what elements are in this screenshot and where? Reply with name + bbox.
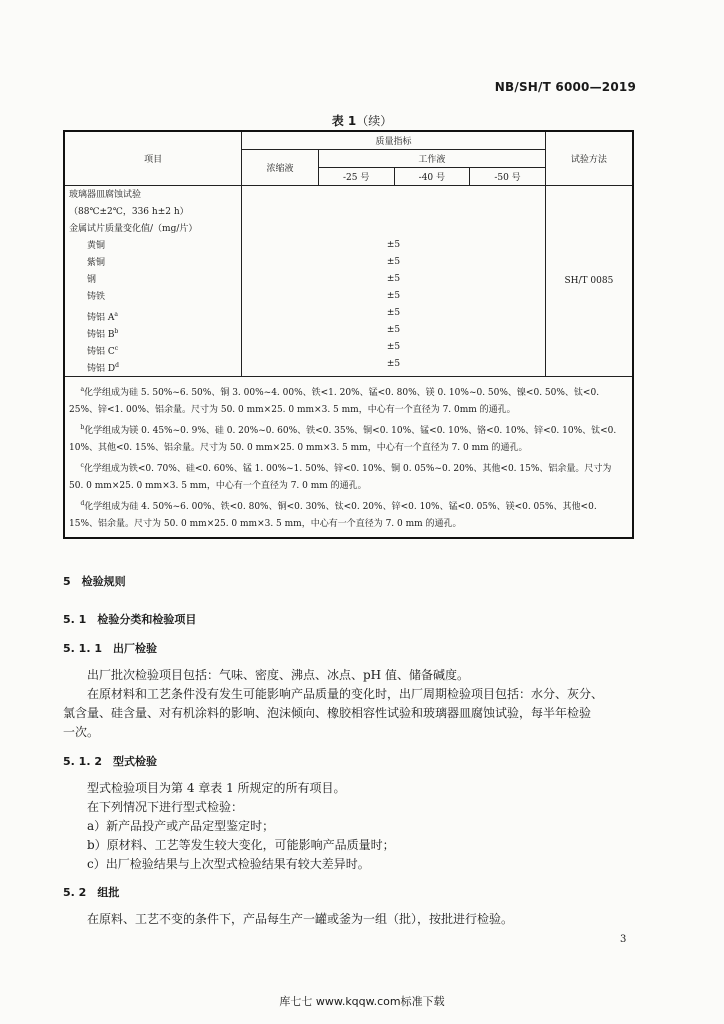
section-5-1-heading: 5. 1 检验分类和检验项目	[63, 613, 197, 626]
value: ±5	[386, 359, 401, 369]
value: ±5	[386, 257, 401, 267]
value: ±5	[386, 308, 401, 318]
section-5-1-1-heading: 5. 1. 1 出厂检验	[63, 642, 157, 655]
value: ±5	[386, 274, 401, 284]
footnote: $^d$化学组成为硅 4. 50%~6. 00%、铁<0. 80%、铜<0. 30%、钛<0. 20%、锌<0. 10%、锰<0. 05%、镁<0. 05%、其他<0. 15%、铝余量。尺寸为 50. 0 mm×25. 0 mm×3. 5 mm，中心有一个直径为 7. 0 mm 的通孔。	[69, 500, 597, 529]
download-watermark: 库七七 www.kqqw.com标准下载	[279, 995, 445, 1008]
footnote: $^c$化学组成为铁<0. 70%、硅<0. 60%、锰 1. 00%~1. 50%、锌<0. 10%、铜 0. 05%~0. 20%、其他<0. 15%、铝余量。尺寸为 50. 0 mm×25. 0 mm×3. 5 mm，中心有一个直径为 7. 0 mm 的通孔。	[69, 462, 612, 491]
header-grade-40: -40 号	[394, 168, 470, 186]
header-quality-index: 质量指标	[242, 131, 546, 150]
table-caption-continued: （续）	[356, 114, 393, 128]
value-cell	[242, 186, 546, 377]
list-item: c）出厂检验结果与上次型式检验结果有较大差异时。	[87, 857, 370, 871]
value: ±5	[386, 240, 401, 250]
header-concentrate: 浓缩液	[242, 150, 319, 186]
header-grade-50: -50 号	[470, 168, 546, 186]
test-method-value: SH/T 0085	[545, 186, 633, 377]
item-cell	[64, 186, 242, 377]
standard-code: NB/SH/T 6000—2019	[494, 80, 636, 94]
header-working-fluid: 工作液	[318, 150, 545, 168]
list-item: a）新产品投产或产品定型鉴定时；	[87, 819, 275, 833]
metal-label: 紫铜	[87, 258, 106, 268]
table-notes	[64, 377, 633, 539]
item-line: 金属试片质量变化值/（mg/片）	[69, 224, 198, 234]
table-caption-number: 表 1	[331, 114, 357, 128]
value: ±5	[386, 291, 401, 301]
table-caption	[0, 112, 724, 129]
header-grade-25: -25 号	[318, 168, 394, 186]
page-number: 3	[620, 934, 627, 945]
value: ±5	[386, 342, 401, 352]
metal-label: 铸铝 $B^b$	[87, 328, 119, 340]
value: ±5	[386, 325, 401, 335]
section-5-heading: 5 检验规则	[63, 575, 126, 588]
header-item: 项目	[64, 131, 242, 186]
metal-label: 钢	[87, 275, 97, 285]
section-5-1-2-heading: 5. 1. 2 型式检验	[63, 755, 157, 768]
paragraph-5-2: 在原料、工艺不变的条件下，产品每生产一罐或釜为一组（批），按批进行检验。	[87, 912, 514, 926]
list-item: b）原材料、工艺等发生较大变化，可能影响产品质量时；	[87, 838, 395, 852]
section-5-2-heading: 5. 2 组批	[63, 886, 120, 899]
paragraph-5-1-1: 出厂批次检验项目包括：气味、密度、沸点、冰点、pH 值、储备碱度。 在原材料和工艺条件没有发生可能影响产品质量的变化时，出厂周期检验项目包括：水分、灰分、 氯含量、硅含量、对有机涂料的影响、泡沫倾向、橡胶相容性试验和玻璃器皿腐蚀试验，每半年检验 一次。	[63, 668, 604, 739]
item-line: 玻璃器皿腐蚀试验	[69, 190, 142, 200]
quality-spec-table	[63, 130, 634, 539]
footnote: $^a$化学组成为硅 5. 50%~6. 50%、铜 3. 00%~4. 00%、铁<1. 20%、锰<0. 80%、镁 0. 10%~0. 50%、镍<0. 50%、钛<0. 25%、锌<1. 00%、铝余量。尺寸为 50. 0 mm×25. 0 mm×3. 5 mm，中心有一个直径为 7. 0mm 的通孔。	[69, 386, 600, 415]
metal-label: 铸铁	[87, 292, 106, 302]
metal-label: 黄铜	[87, 241, 106, 251]
header-test-method: 试验方法	[545, 131, 633, 186]
item-line: （88℃±2℃，336 h±2 h）	[69, 207, 189, 217]
metal-label: 铸铝 $C^c$	[87, 345, 119, 357]
paragraph-5-1-2: 型式检验项目为第 4 章表 1 所规定的所有项目。 在下列情况下进行型式检验： a）新产品投产或产品定型鉴定时； b）原材料、工艺等发生较大变化，可能影响产品质量时； c）出厂检验结果与上次型式检验结果有较大差异时。	[63, 779, 643, 874]
footnote: $^b$化学组成为镁 0. 45%~0. 9%、硅 0. 20%~0. 60%、铁<0. 35%、铜<0. 10%、锰<0. 10%、铬<0. 10%、锌<0. 10%、钛<0. 10%、其他<0. 15%、铝余量。尺寸为 50. 0 mm×25. 0 mm×3. 5 mm，中心有一个直径为 7. 0 mm 的通孔。	[69, 424, 617, 453]
metal-label: 铸铝 $A^a$	[87, 311, 118, 323]
metal-label: 铸铝 $D^d$	[87, 362, 119, 374]
